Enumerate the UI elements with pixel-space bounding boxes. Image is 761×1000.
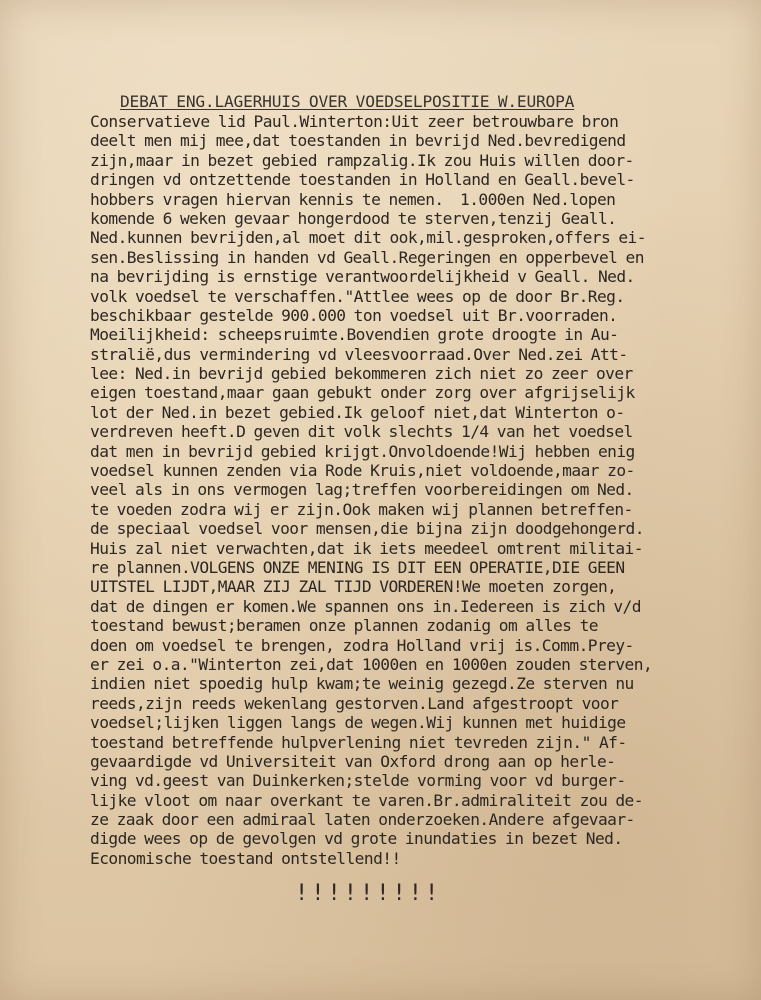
text-line: toestand bewust;beramen onze plannen zodanig om alles te <box>90 616 598 636</box>
text-line: digde wees op de gevolgen vd grote inundaties in bezet Ned. <box>90 829 623 849</box>
text-line: stralië,dus vermindering vd vleesvoorraad.Over Ned.zei Att- <box>90 344 628 364</box>
text-line: lee: Ned.in bevrijd gebied bekommeren zich niet zo zeer over <box>90 364 633 384</box>
text-line: Economische toestand ontstellend!! <box>90 848 401 868</box>
text-line: voedsel;lijken liggen langs de wegen.Wij kunnen met huidige <box>90 713 626 733</box>
text-line: re plannen.VOLGENS ONZE MENING IS DIT EEN OPERATIE,DIE GEEN <box>90 557 625 577</box>
text-line: eigen toestand,maar gaan gebukt onder zorg over afgrijselijk <box>90 383 635 403</box>
text-line: reeds,zijn reeds wekenlang gestorven.Land afgestroopt voor <box>90 693 619 713</box>
text-line: dat men in bevrijd gebied krijgt.Onvoldoende!Wij hebben enig <box>90 441 635 461</box>
text-line: na bevrijding is ernstige verantwoordelijkheid v Geall. Ned. <box>90 267 635 287</box>
text-line: ving vd.geest van Duinkerken;stelde vorming voor vd burger- <box>90 771 626 791</box>
text-line: komende 6 weken gevaar hongerdood te sterven,tenzij Geall. <box>90 208 617 228</box>
document-title: DEBAT ENG.LAGERHUIS OVER VOEDSELPOSITIE W.EUROPA <box>120 92 575 111</box>
text-line: indien niet spoedig hulp kwam;te weinig gezegd.Ze sterven nu <box>90 674 634 694</box>
text-line: sen.Beslissing in handen vd Geall.Regeringen en opperbevel en <box>90 247 644 267</box>
text-line: dringen vd ontzettende toestanden in Holland en Geall.bevel- <box>90 170 635 190</box>
text-line: deelt men mij mee,dat toestanden in bevrijd Ned.bevredigend <box>90 131 626 151</box>
text-line: veel als in ons vermogen lag;treffen voorbereidingen om Ned. <box>90 480 634 500</box>
text-line: te voeden zodra wij er zijn.Ook maken wij plannen betreffen- <box>90 499 633 519</box>
text-line: Moeilijkheid: scheepsruimte.Bovendien grote droogte in Au- <box>90 325 619 345</box>
text-line: lijke vloot om naar overkant te varen.Br.admiraliteit zou de- <box>90 790 643 810</box>
text-line: doen om voedsel te brengen, zodra Holland vrij is.Comm.Prey- <box>90 635 634 655</box>
text-line: voedsel kunnen zenden via Rode Kruis,niet voldoende,maar zo- <box>90 461 635 481</box>
body-text <box>90 112 750 868</box>
text-line: volk voedsel te verschaffen."Attlee wees op de door Br.Reg. <box>90 286 625 306</box>
text-line: toestand betreffende hulpverlening niet tevreden zijn." Af- <box>90 732 627 752</box>
text-line: zijn,maar in bezet gebied rampzalig.Ik zou Huis willen door- <box>90 150 634 170</box>
text-line: Huis zal niet verwachten,dat ik iets meedeel omtrent militai- <box>90 538 643 558</box>
text-line: hobbers vragen hiervan kennis te nemen. 1.000en Ned.lopen <box>90 189 616 209</box>
text-line: er zei o.a."Winterton zei,dat 1000en en 1000en zouden sterven, <box>90 654 653 674</box>
end-mark: !!!!!!!!! <box>295 881 442 907</box>
text-line: ze zaak door een admiraal laten onderzoeken.Andere afgevaar- <box>90 810 635 830</box>
text-line: lot der Ned.in bezet gebied.Ik geloof niet,dat Winterton o- <box>90 402 625 422</box>
text-line: UITSTEL LIJDT,MAAR ZIJ ZAL TIJD VORDEREN!We moeten zorgen, <box>90 577 617 597</box>
text-line: Conservatieve lid Paul.Winterton:Uit zeer betrouwbare bron <box>90 112 619 131</box>
text-line: Ned.kunnen bevrijden,al moet dit ook,mil.gesproken,offers ei- <box>90 228 646 248</box>
typewritten-text <box>90 92 750 906</box>
text-line: gevaardigde vd Universiteit van Oxford drong aan op herle- <box>90 751 616 771</box>
text-line: dat de dingen er komen.We spannen ons in.Iedereen is zich v/d <box>90 596 641 616</box>
text-line: beschikbaar gestelde 900.000 ton voedsel uit Br.voorraden. <box>90 305 618 325</box>
text-line: de speciaal voedsel voor mensen,die bijna zijn doodgehongerd. <box>90 519 644 539</box>
text-line: verdreven heeft.D geven dit volk slechts 1/4 van het voedsel <box>90 422 633 442</box>
